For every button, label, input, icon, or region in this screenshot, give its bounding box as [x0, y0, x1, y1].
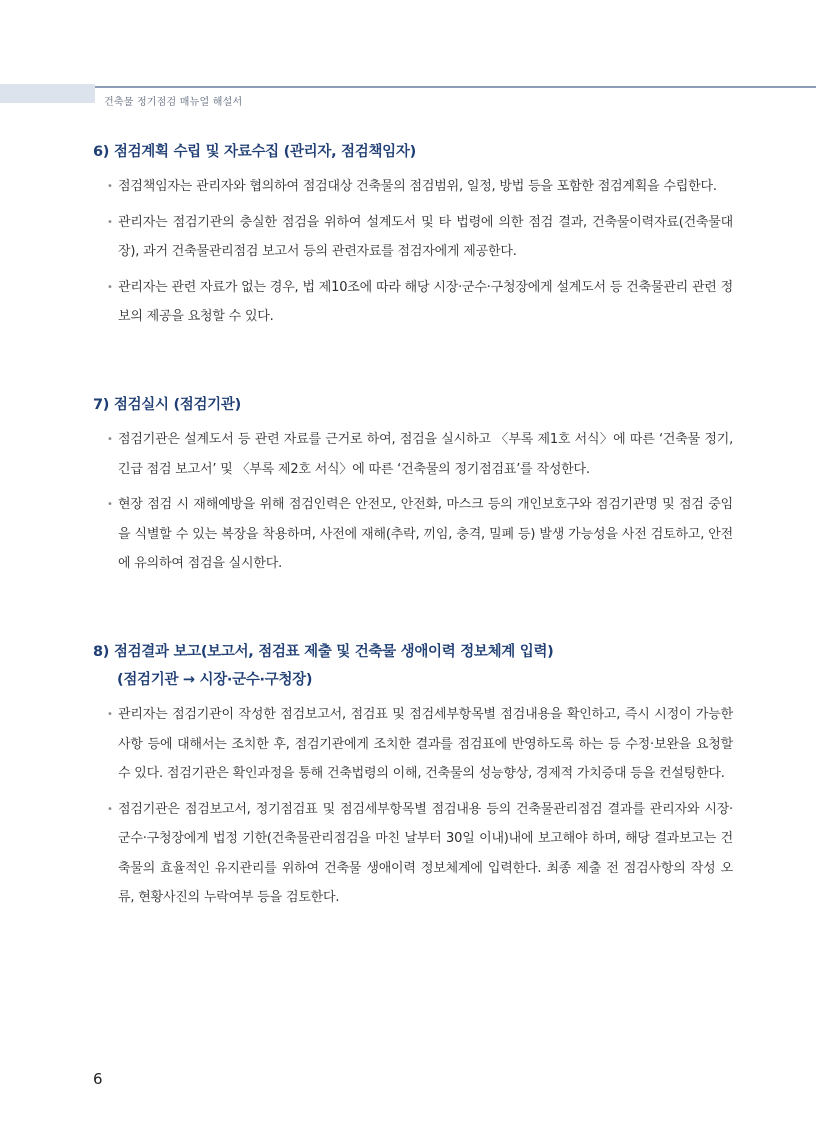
section-6 — [93, 138, 733, 332]
section-8 — [93, 638, 733, 913]
section-7-heading: 7) 점검실시 (점검기관) — [93, 397, 241, 413]
bullet-dot-icon: • — [107, 434, 113, 445]
section-8-heading: 8) 점검결과 보고(보고서, 점검표 제출 및 건축물 생애이력 정보체계 입력) — [93, 644, 554, 660]
header-accent-bar — [0, 84, 95, 103]
section-6-bullet-3 — [93, 273, 733, 332]
section-6-bullet-2 — [93, 208, 733, 267]
bullet-dot-icon: • — [107, 803, 113, 815]
bullet-dot-icon: • — [107, 281, 113, 293]
bullet-text: 관리자는 점검기관의 충실한 점검을 위하여 설계도서 및 타 법령에 의한 점검 결과, 건축물이력자료(건축물대장), 과거 건축물관리점검 보고서 등의 관련자료를 점검자에게 제공한다. — [118, 214, 733, 259]
running-header-title: 건축물 정기점검 매뉴얼 해설서 — [104, 97, 243, 108]
bullet-dot-icon: • — [107, 709, 113, 720]
bullet-text: 점검기관은 설계도서 등 관련 자료를 근거로 하여, 점검을 실시하고 〈부록 제1호 서식〉에 따른 ‘건축물 정기, 긴급 점검 보고서’ 및 〈부록 제2호 서식〉에 따른 ‘건축물의 정기점검표’를 작성한다. — [118, 432, 733, 477]
section-7-bullet-1 — [93, 425, 733, 484]
header-rule — [95, 86, 816, 88]
section-8-bullet-1 — [93, 700, 733, 789]
bullet-dot-icon: • — [107, 181, 113, 192]
bullet-text: 점검기관은 점검보고서, 정기점검표 및 점검세부항목별 점검내용 등의 건축물관리점검 결과를 관리자와 시장·군수·구청장에게 법정 기한(건축물관리점검을 마친 날부터 30일 이내)내에 보고해야 하며, 해당 결과보고는 건축물의 효율적인 유지관리를 위하여 건축물 생애이력 정보체계에 입력한다. 최종 제출 전 점검사항의 작성 오류, 현황사진의 누락여부 등을 검토한다. — [118, 801, 733, 905]
section-8-bullet-2 — [93, 795, 733, 913]
bullet-text: 현장 점검 시 재해예방을 위해 점검인력은 안전모, 안전화, 마스크 등의 개인보호구와 점검기관명 및 점검 중임을 식별할 수 있는 복장을 착용하며, 사전에 재해(추락, 끼임, 충격, 밀폐 등) 발생 가능성을 사전 검토하고, 안전에 유의하여 점검을 실시한다. — [118, 497, 733, 571]
section-8-subheading: (점검기관 → 시장·군수·구청장) — [117, 672, 313, 688]
section-6-heading: 6) 점검계획 수립 및 자료수집 (관리자, 점검책임자) — [93, 144, 416, 160]
bullet-text: 점검책임자는 관리자와 협의하여 점검대상 건축물의 점검범위, 일정, 방법 등을 포함한 점검계획을 수립한다. — [118, 179, 717, 194]
section-7 — [93, 391, 733, 579]
bullet-text: 관리자는 관련 자료가 없는 경우, 법 제10조에 따라 해당 시장·군수·구청장에게 설계도서 등 건축물관리 관련 정보의 제공을 요청할 수 있다. — [118, 279, 733, 324]
bullet-dot-icon: • — [107, 499, 113, 510]
section-6-bullet-1 — [93, 172, 733, 202]
bullet-text: 관리자는 점검기관이 작성한 점검보고서, 점검표 및 점검세부항목별 점검내용을 확인하고, 즉시 시정이 가능한 사항 등에 대해서는 조치한 후, 점검기관에게 조치한 결과를 점검표에 반영하도록 하는 등 수정·보완을 요청할 수 있다. 점검기관은 확인과정을 통해 건축법령의 이해, 건축물의 성능향상, 경제적 가치증대 등을 컨설팅한다. — [118, 707, 733, 781]
page-number: 6 — [93, 1070, 103, 1088]
section-7-bullet-2 — [93, 490, 733, 579]
bullet-dot-icon: • — [107, 216, 113, 228]
